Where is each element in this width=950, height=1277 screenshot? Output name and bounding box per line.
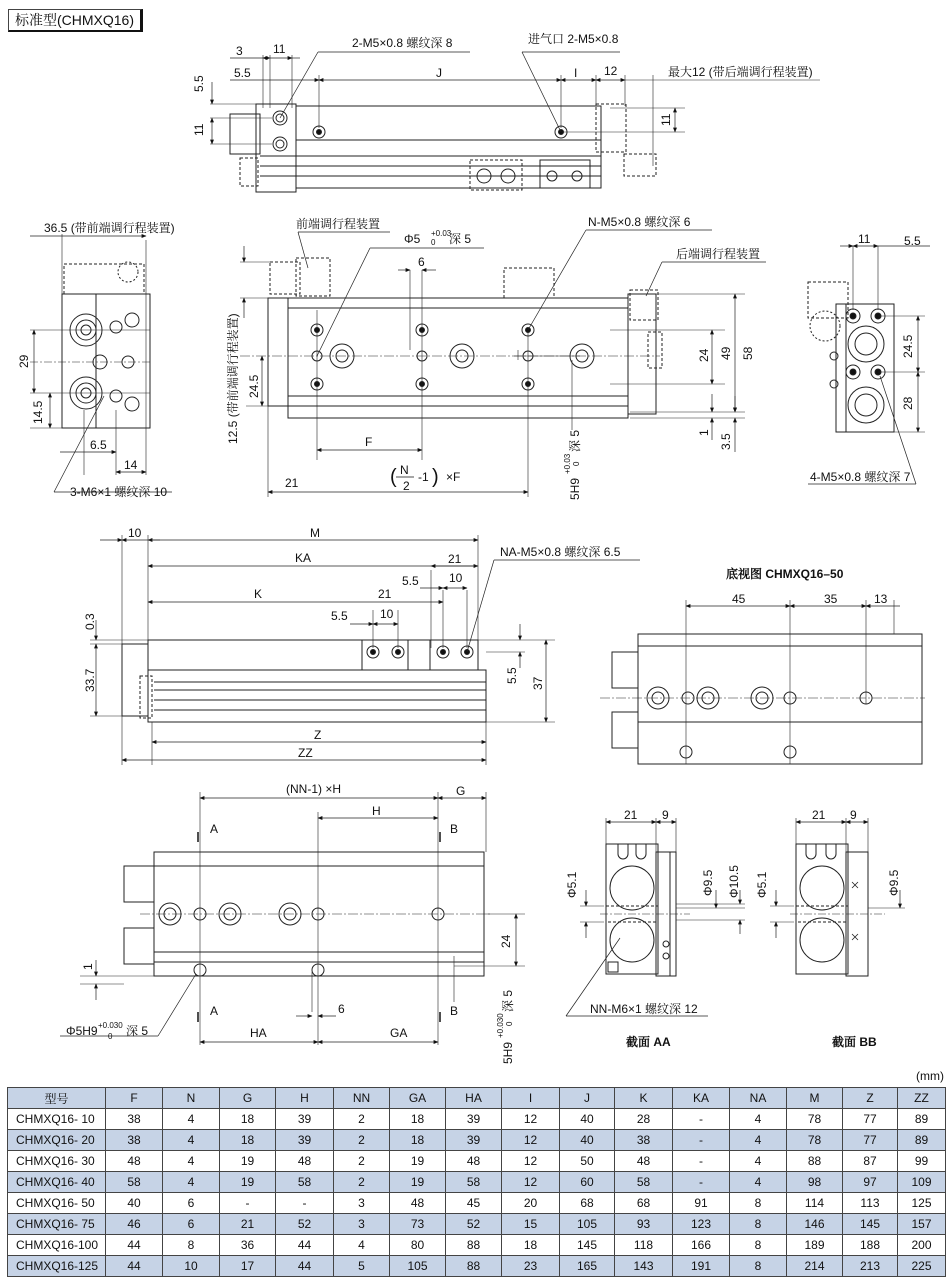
table-cell: 8 [730,1214,787,1235]
nf-minus1: -1 [418,470,429,484]
svg-text:(: ( [390,466,397,488]
table-cell: 38 [106,1130,163,1151]
table-cell: 145 [560,1235,615,1256]
table-cell: 44 [276,1256,334,1277]
table-cell: 6 [163,1214,220,1235]
bottom-view-labels [726,566,888,606]
dim-29: 29 [17,354,31,368]
table-header-cell: I [502,1088,560,1109]
table-cell: 213 [843,1256,898,1277]
table-cell: 88 [787,1151,843,1172]
nf-2: 2 [403,479,410,493]
table-cell: 98 [787,1172,843,1193]
drawing-title: 标准型(CHMXQ16) [8,9,143,32]
table-cell: 48 [446,1151,502,1172]
table-cell: - [673,1172,730,1193]
table-cell: 166 [673,1235,730,1256]
dim-5-5-vert: 5.5 [192,75,206,92]
table-cell: 44 [106,1256,163,1277]
unit-label: (mm) [916,1069,944,1083]
table-cell: 99 [898,1151,946,1172]
table-cell: 39 [276,1130,334,1151]
dim-ha: HA [250,1026,267,1040]
table-cell: 15 [502,1214,560,1235]
table-cell: 48 [276,1151,334,1172]
h9-bottom-tol: +0.030 [496,1013,505,1038]
rear-adj-label: 后端调行程装置 [676,247,761,261]
right-end-view-labels [810,232,921,484]
table-cell: 52 [276,1214,334,1235]
table-cell: 40 [560,1130,615,1151]
dim-1-bottom: 1 [81,963,95,970]
model-cell: CHMXQ16- 30 [8,1151,106,1172]
dim-24-5-right: 24.5 [901,334,915,358]
dim-12: 12 [604,64,618,78]
table-cell: 87 [843,1151,898,1172]
h9-side: 5H9 [568,477,582,500]
dim-f: F [365,435,373,449]
table-cell: 105 [390,1256,446,1277]
table-cell: 28 [615,1109,673,1130]
table-cell: 6 [163,1193,220,1214]
h9-side-depth: 深 5 [568,429,582,452]
table-cell: 4 [730,1109,787,1130]
table-cell: 109 [898,1172,946,1193]
phi5-label: Φ5 [404,232,421,246]
nf-f: ×F [446,470,461,484]
table-cell: 146 [787,1214,843,1235]
phi5-tol-upper: +0.03 [431,229,452,238]
table-cell: - [220,1193,276,1214]
table-cell: 105 [560,1214,615,1235]
table-cell: 4 [163,1172,220,1193]
table-header-cell: Z [843,1088,898,1109]
section-mark-b-bottom: B [450,1004,459,1018]
table-body [8,1109,946,1277]
table-cell: 73 [390,1214,446,1235]
table-cell: 4 [334,1235,390,1256]
table-cell: 44 [276,1235,334,1256]
model-cell: CHMXQ16-125 [8,1256,106,1277]
phi9-5-aa: Φ9.5 [701,869,715,896]
phi5h9-depth: 深 5 [126,1024,149,1038]
top-view-labels [192,31,813,136]
dim-6: 6 [418,255,425,269]
table-cell: 12 [502,1172,560,1193]
table-cell: 88 [446,1256,502,1277]
table-cell: 77 [843,1109,898,1130]
section-mark-a-bottom: A [210,1004,219,1018]
table-cell: 20 [502,1193,560,1214]
inlet-label: 进气口 2-M5×0.8 [528,32,619,46]
dim-21-aa: 21 [624,808,638,822]
table-row [8,1172,946,1193]
table-cell: 3 [334,1214,390,1235]
table-cell: 12 [502,1130,560,1151]
side-view-labels [83,526,621,760]
dim-z: Z [314,728,322,742]
table-cell: 36 [220,1235,276,1256]
dim-i: I [574,66,578,80]
table-row [8,1151,946,1172]
table-header-cell: NN [334,1088,390,1109]
table-cell: 4 [730,1172,787,1193]
table-cell: 58 [106,1172,163,1193]
table-cell: 19 [220,1172,276,1193]
table-cell: 97 [843,1172,898,1193]
phi5h9-tol: +0.030 [98,1021,123,1030]
dim-9-bb: 9 [850,808,857,822]
table-cell: 80 [390,1235,446,1256]
dim-21-bb: 21 [812,808,826,822]
phi9-5-bb: Φ9.5 [887,869,901,896]
section-bb-title: 截面 BB [832,1035,877,1049]
dim-ka: KA [295,551,312,565]
na-m5-label: NA-M5×0.8 螺纹深 6.5 [500,545,621,559]
table-cell: 145 [843,1214,898,1235]
table-cell: 78 [787,1130,843,1151]
table-cell: 68 [560,1193,615,1214]
table-cell: 113 [843,1193,898,1214]
table-cell: 157 [898,1214,946,1235]
front-view [240,230,766,497]
table-cell: 19 [390,1151,446,1172]
bottom-view-title: 底视图 CHMXQ16–50 [726,567,844,581]
table-header-cell: ZZ [898,1088,946,1109]
table-header-cell: J [560,1088,615,1109]
dim-11-vert: 11 [192,123,206,136]
table-row [8,1130,946,1151]
section-aa [566,818,745,1016]
dim-28: 28 [901,396,915,410]
phi5-1-aa: Φ5.1 [565,871,579,898]
table-cell: 39 [446,1130,502,1151]
table-row [8,1109,946,1130]
dim-13: 13 [874,592,888,606]
dim-49: 49 [719,346,733,360]
table-header-cell: HA [446,1088,502,1109]
table-cell: 2 [334,1109,390,1130]
table-cell: 91 [673,1193,730,1214]
max-stroke-label: 最大12 (带后端调行程装置) [668,65,813,79]
table-cell: 118 [615,1235,673,1256]
table-cell: 8 [730,1235,787,1256]
table-cell: 93 [615,1214,673,1235]
table-cell: 50 [560,1151,615,1172]
table-cell: 38 [106,1109,163,1130]
side-view [90,535,640,765]
dim-11-right: 11 [659,113,673,126]
table-cell: 114 [787,1193,843,1214]
dim-21: 21 [285,476,299,490]
dim-11-right-end: 11 [858,232,871,246]
dim-37: 37 [531,676,545,690]
dim-j: J [436,66,442,80]
table-header-cell: K [615,1088,673,1109]
table-cell: 38 [615,1130,673,1151]
table-cell: 40 [106,1193,163,1214]
phi5-tol-lower: 0 [431,238,436,247]
table-cell: 58 [276,1172,334,1193]
table-cell: 44 [106,1235,163,1256]
front-adj-12-label: 12.5 (带前端调行程装置) [226,313,240,444]
table-cell: 46 [106,1214,163,1235]
model-cell: CHMXQ16- 75 [8,1214,106,1235]
table-cell: 125 [898,1193,946,1214]
dim-6-bottom: 6 [338,1002,345,1016]
table-cell: 17 [220,1256,276,1277]
dim-3: 3 [236,44,243,58]
table-cell: 214 [787,1256,843,1277]
n-m5-label: N-M5×0.8 螺纹深 6 [588,215,691,229]
dim-24-bottom: 24 [499,934,513,948]
dim-k: K [254,587,263,601]
h9-bottom-depth: 深 5 [501,989,515,1012]
dim-10-b: 10 [380,607,394,621]
right-end-view [808,246,930,484]
dim-21-k: 21 [378,587,392,601]
dim-1: 1 [697,429,711,436]
dim-3-5: 3.5 [719,433,733,450]
dim-nn-h: (NN-1) ×H [286,782,342,796]
dim-5-5-b: 5.5 [331,609,348,623]
bottom-side-view-labels [66,782,515,1064]
dim-ga: GA [390,1026,408,1040]
m6-thread-label: 3-M6×1 螺纹深 10 [70,485,168,499]
table-cell: 23 [502,1256,560,1277]
table-row [8,1235,946,1256]
table-cell: 48 [106,1151,163,1172]
nn-m6-label: NN-M6×1 螺纹深 12 [590,1002,698,1016]
table-header-cell: H [276,1088,334,1109]
table-cell: 5 [334,1256,390,1277]
bottom-view [600,600,925,764]
h9-bottom-tol0: 0 [505,1021,514,1026]
section-aa-title: 截面 AA [626,1035,671,1049]
left-end-view [30,234,172,492]
m5-4-label: 4-M5×0.8 螺纹深 7 [810,470,911,484]
front-adj-label: 前端调行程装置 [296,217,381,231]
spec-table [7,1087,946,1277]
table-cell: 18 [390,1130,446,1151]
table-cell: 12 [502,1109,560,1130]
table-cell: 58 [446,1172,502,1193]
dim-21-ka: 21 [448,552,462,566]
table-cell: 8 [163,1235,220,1256]
dim-h: H [372,804,381,818]
table-row [8,1193,946,1214]
table-cell: - [673,1130,730,1151]
table-cell: 48 [390,1193,446,1214]
table-cell: 4 [163,1151,220,1172]
table-cell: 8 [730,1193,787,1214]
table-cell: 2 [334,1130,390,1151]
table-cell: 4 [730,1130,787,1151]
section-mark-a-top: A [210,822,219,836]
nf-n: N [400,463,409,477]
table-cell: - [276,1193,334,1214]
dim-5-5-right-end: 5.5 [904,234,921,248]
table-cell: 78 [787,1109,843,1130]
table-cell: 52 [446,1214,502,1235]
table-cell: 18 [390,1109,446,1130]
svg-text:): ) [432,466,439,488]
table-cell: 21 [220,1214,276,1235]
dim-0-3: 0.3 [83,613,97,630]
dim-zz: ZZ [298,746,313,760]
h9-bottom: 5H9 [501,1041,515,1064]
table-cell: 18 [220,1130,276,1151]
dim-33-7: 33.7 [83,668,97,692]
dim-10-k: 10 [449,571,463,585]
dim-35: 35 [824,592,838,606]
table-cell: 77 [843,1130,898,1151]
dim-14: 14 [124,458,138,472]
dim-24: 24 [697,348,711,362]
table-cell: 225 [898,1256,946,1277]
phi5-depth: 深 5 [449,232,472,246]
dim-5-5-k: 5.5 [402,574,419,588]
dim-10: 10 [128,526,142,540]
dim-58: 58 [741,346,755,360]
table-cell: 189 [787,1235,843,1256]
table-cell: 68 [615,1193,673,1214]
section-bb [770,818,905,976]
table-row [8,1214,946,1235]
table-cell: 200 [898,1235,946,1256]
table-cell: - [673,1151,730,1172]
table-cell: 88 [446,1235,502,1256]
table-cell: 48 [615,1151,673,1172]
table-cell: 39 [276,1109,334,1130]
table-cell: - [673,1109,730,1130]
table-cell: 89 [898,1109,946,1130]
table-cell: 2 [334,1172,390,1193]
h9-side-tol: +0.03 [563,453,572,474]
dim-9-aa: 9 [662,808,669,822]
dim-6-5: 6.5 [90,438,107,452]
table-header-row [8,1088,946,1109]
table-header-cell: M [787,1088,843,1109]
dim-45: 45 [732,592,746,606]
model-cell: CHMXQ16- 50 [8,1193,106,1214]
tap-label: 2-M5×0.8 螺纹深 8 [352,36,453,50]
table-cell: 165 [560,1256,615,1277]
table-header-cell: N [163,1088,220,1109]
table-cell: 10 [163,1256,220,1277]
table-header-cell: G [220,1088,276,1109]
dim-14-5: 14.5 [31,400,45,424]
model-cell: CHMXQ16- 20 [8,1130,106,1151]
table-cell: 4 [730,1151,787,1172]
table-cell: 18 [220,1109,276,1130]
table-cell: 188 [843,1235,898,1256]
table-header-cell: F [106,1088,163,1109]
table-header-cell: 型号 [8,1088,106,1109]
dim-5-5: 5.5 [234,66,251,80]
table-cell: 4 [163,1130,220,1151]
table-header-cell: KA [673,1088,730,1109]
phi5h9-main: Φ5H9 [66,1024,98,1038]
table-cell: 45 [446,1193,502,1214]
table-cell: 60 [560,1172,615,1193]
table-cell: 40 [560,1109,615,1130]
table-header-cell: GA [390,1088,446,1109]
front-adj-36-label: 36.5 (带前端调行程装置) [44,221,175,235]
table-header-cell: NA [730,1088,787,1109]
table-cell: 123 [673,1214,730,1235]
section-mark-b-top: B [450,822,459,836]
phi5-1-bb: Φ5.1 [755,871,769,898]
table-cell: 3 [334,1193,390,1214]
h9-side-tol0: 0 [572,461,581,466]
table-cell: 2 [334,1151,390,1172]
dim-5-5-side: 5.5 [505,667,519,684]
phi10-5-aa: Φ10.5 [727,865,741,898]
table-cell: 19 [390,1172,446,1193]
table-row [8,1256,946,1277]
model-cell: CHMXQ16-100 [8,1235,106,1256]
dim-m: M [310,526,320,540]
table-cell: 18 [502,1235,560,1256]
table-cell: 19 [220,1151,276,1172]
table-cell: 12 [502,1151,560,1172]
table-cell: 89 [898,1130,946,1151]
table-cell: 39 [446,1109,502,1130]
dim-11: 11 [273,42,286,56]
table-cell: 4 [163,1109,220,1130]
phi5h9-tol0: 0 [108,1032,113,1041]
model-cell: CHMXQ16- 40 [8,1172,106,1193]
table-cell: 191 [673,1256,730,1277]
model-cell: CHMXQ16- 10 [8,1109,106,1130]
dim-g: G [456,784,466,798]
table-cell: 58 [615,1172,673,1193]
table-cell: 8 [730,1256,787,1277]
dim-24-5: 24.5 [247,374,261,398]
table-cell: 143 [615,1256,673,1277]
